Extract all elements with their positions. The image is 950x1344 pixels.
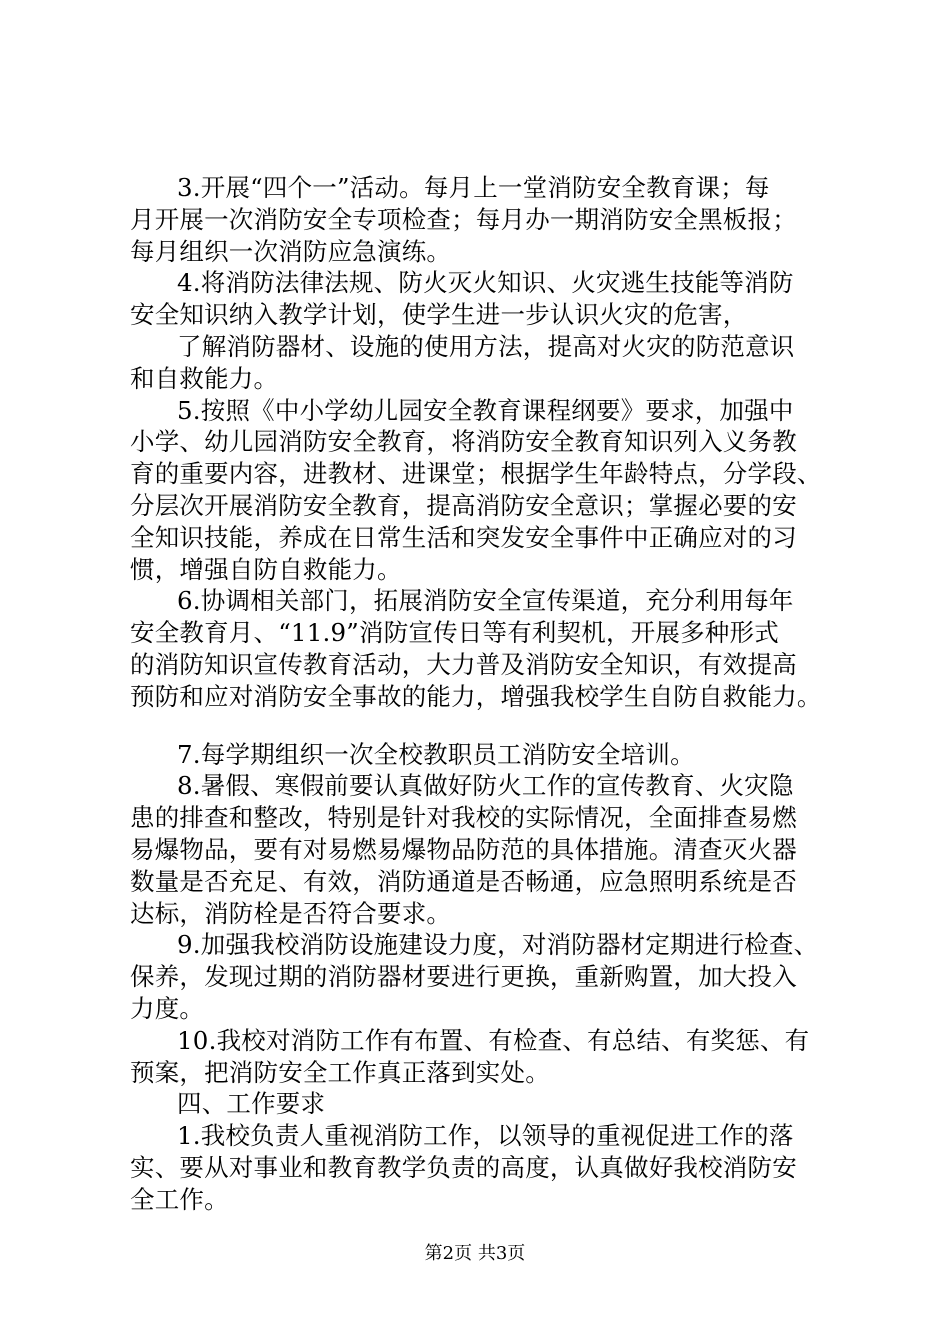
text-line: 每月组织一次消防应急演练。 xyxy=(130,236,452,266)
text-line: 预案，把消防安全工作真正落到实处。 xyxy=(130,1057,550,1087)
text-line: 全知识技能，养成在日常生活和突发安全事件中正确应对的习 xyxy=(130,522,797,552)
text-line: 10.我校对消防工作有布置、有检查、有总结、有奖惩、有 xyxy=(177,1025,810,1055)
text-line: 4.将消防法律法规、防火灭火知识、火灾逃生技能等消防 xyxy=(177,268,794,298)
text-line: 安全知识纳入教学计划，使学生进一步认识火灾的危害， xyxy=(130,300,748,330)
text-line: 了解消防器材、设施的使用方法，提高对火灾的防范意识 xyxy=(177,331,795,361)
text-line: 分层次开展消防安全教育，提高消防安全意识；掌握必要的安 xyxy=(130,490,797,520)
text-line: 安全教育月、“11.9”消防宣传日等有利契机，开展多种形式 xyxy=(130,618,779,648)
text-line: 3.开展“四个一”活动。每月上一堂消防安全教育课；每 xyxy=(177,173,770,202)
text-line: 惯，增强自防自救能力。 xyxy=(130,554,402,584)
text-line: 力度。 xyxy=(130,993,205,1023)
page-footer: 第2页 共3页 xyxy=(424,1243,526,1264)
document-body xyxy=(130,172,830,1216)
text-line: 预防和应对消防安全事故的能力，增强我校学生自防自救能力。 xyxy=(130,681,822,711)
text-line: 数量是否充足、有效，消防通道是否畅通，应急照明系统是否 xyxy=(130,866,797,896)
text-line: 1.我校负责人重视消防工作，以领导的重视促进工作的落 xyxy=(177,1121,794,1151)
paragraph-gap xyxy=(130,713,830,739)
text-line: 8.暑假、寒假前要认真做好防火工作的宣传教育、火灾隐 xyxy=(177,771,794,801)
text-line: 月开展一次消防安全专项检查；每月办一期消防安全黑板报； xyxy=(130,204,797,234)
text-line: 全工作。 xyxy=(130,1184,229,1214)
text-line: 6.协调相关部门，拓展消防安全宣传渠道，充分利用每年 xyxy=(177,586,794,616)
text-line: 9.加强我校消防设施建设力度，对消防器材定期进行检查、 xyxy=(177,930,819,960)
text-line: 保养，发现过期的消防器材要进行更换，重新购置，加大投入 xyxy=(130,962,797,992)
text-line: 四、工作要求 xyxy=(177,1089,326,1119)
text-line: 5.按照《中小学幼儿园安全教育课程纲要》要求，加强中 xyxy=(177,395,794,425)
text-line: 小学、幼儿园消防安全教育，将消防安全教育知识列入义务教 xyxy=(130,427,797,457)
text-line: 和自救能力。 xyxy=(130,363,279,393)
text-line: 7.每学期组织一次全校教职员工消防安全培训。 xyxy=(177,739,695,769)
text-line: 达标，消防栓是否符合要求。 xyxy=(130,898,452,928)
text-line: 患的排查和整改，特别是针对我校的实际情况，全面排查易燃 xyxy=(130,803,797,833)
text-line: 实、要从对事业和教育教学负责的高度，认真做好我校消防安 xyxy=(130,1152,797,1182)
text-line: 易爆物品，要有对易燃易爆物品防范的具体措施。清查灭火器 xyxy=(130,834,797,864)
text-line: 的消防知识宣传教育活动，大力普及消防安全知识，有效提高 xyxy=(130,649,797,679)
text-line: 育的重要内容，进教材、进课堂；根据学生年龄特点，分学段、 xyxy=(130,459,822,489)
